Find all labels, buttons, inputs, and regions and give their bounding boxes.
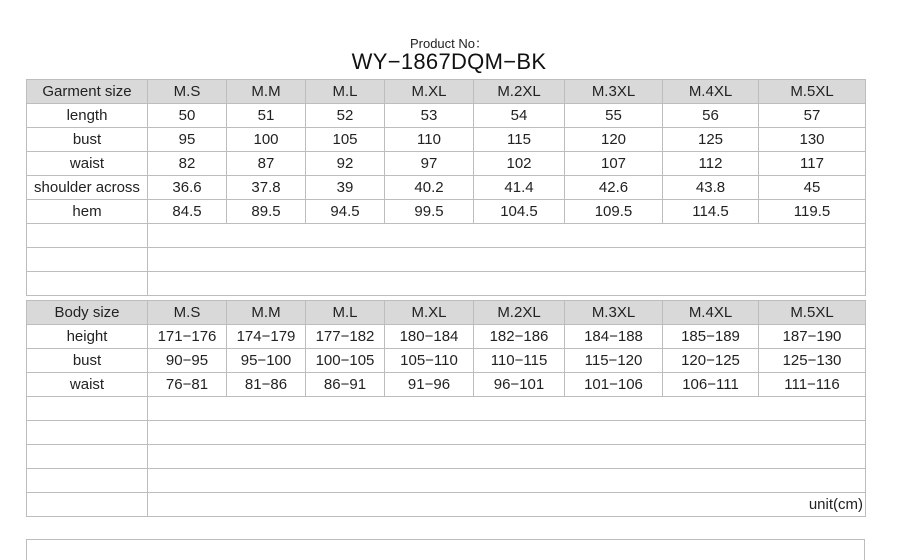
empty-span-cell (148, 421, 866, 445)
value-cell: 57 (759, 104, 866, 128)
table-row (27, 128, 866, 152)
value-cell: 95−100 (227, 349, 306, 373)
empty-span-cell (148, 397, 866, 421)
value-cell: 102 (474, 152, 565, 176)
value-cell: 119.5 (759, 200, 866, 224)
value-cell: 81−86 (227, 373, 306, 397)
empty-label-cell (27, 469, 148, 493)
row-label-cell: waist (27, 373, 148, 397)
value-cell: 86−91 (306, 373, 385, 397)
value-cell: 185−189 (663, 325, 759, 349)
value-cell: 37.8 (227, 176, 306, 200)
value-cell: 114.5 (663, 200, 759, 224)
value-cell: 120 (565, 128, 663, 152)
table-row (27, 176, 866, 200)
empty-label-cell (27, 397, 148, 421)
value-cell: 91−96 (385, 373, 474, 397)
empty-span-cell (148, 224, 866, 248)
value-cell: 36.6 (148, 176, 227, 200)
value-cell: 55 (565, 104, 663, 128)
value-cell: 92 (306, 152, 385, 176)
header-size-cell: M.M (227, 80, 306, 104)
value-cell: 82 (148, 152, 227, 176)
value-cell: 50 (148, 104, 227, 128)
bottom-box (26, 539, 865, 560)
value-cell: 174−179 (227, 325, 306, 349)
value-cell: 120−125 (663, 349, 759, 373)
row-label-cell: waist (27, 152, 148, 176)
header-size-cell: M.4XL (663, 301, 759, 325)
empty-label-cell (27, 445, 148, 469)
empty-row (27, 469, 866, 493)
value-cell: 184−188 (565, 325, 663, 349)
header-size-cell: M.4XL (663, 80, 759, 104)
value-cell: 107 (565, 152, 663, 176)
header-size-cell: M.L (306, 80, 385, 104)
value-cell: 171−176 (148, 325, 227, 349)
value-cell: 105 (306, 128, 385, 152)
value-cell: 42.6 (565, 176, 663, 200)
row-label-cell: hem (27, 200, 148, 224)
row-label-cell: bust (27, 349, 148, 373)
value-cell: 53 (385, 104, 474, 128)
value-cell: 115−120 (565, 349, 663, 373)
value-cell: 52 (306, 104, 385, 128)
product-number: WY−1867DQM−BK (351, 49, 547, 74)
table-row (27, 152, 866, 176)
value-cell: 111−116 (759, 373, 866, 397)
header-label-cell: Body size (27, 301, 148, 325)
value-cell: 117 (759, 152, 866, 176)
value-cell: 96−101 (474, 373, 565, 397)
header-size-cell: M.3XL (565, 301, 663, 325)
header-size-cell: M.XL (385, 80, 474, 104)
empty-label-cell (27, 224, 148, 248)
value-cell: 130 (759, 128, 866, 152)
empty-label-cell (27, 248, 148, 272)
table-header-row (27, 80, 866, 104)
value-cell: 125 (663, 128, 759, 152)
empty-row (27, 445, 866, 469)
header-size-cell: M.L (306, 301, 385, 325)
empty-row (27, 493, 866, 517)
row-label-cell: bust (27, 128, 148, 152)
empty-label-cell (27, 421, 148, 445)
table-row (27, 325, 866, 349)
table-row (27, 373, 866, 397)
value-cell: 41.4 (474, 176, 565, 200)
value-cell: 125−130 (759, 349, 866, 373)
empty-label-cell (27, 272, 148, 296)
empty-row (27, 421, 866, 445)
value-cell: 89.5 (227, 200, 306, 224)
empty-span-cell (148, 445, 866, 469)
value-cell: 182−186 (474, 325, 565, 349)
value-cell: 115 (474, 128, 565, 152)
garment-size-table (26, 79, 866, 296)
value-cell: 101−106 (565, 373, 663, 397)
empty-row (27, 224, 866, 248)
value-cell: 94.5 (306, 200, 385, 224)
header-size-cell: M.5XL (759, 301, 866, 325)
value-cell: 54 (474, 104, 565, 128)
header-label-cell: Garment size (27, 80, 148, 104)
value-cell: 39 (306, 176, 385, 200)
empty-span-cell (148, 493, 866, 517)
empty-row (27, 397, 866, 421)
value-cell: 104.5 (474, 200, 565, 224)
value-cell: 100−105 (306, 349, 385, 373)
table-header-row (27, 301, 866, 325)
row-label-cell: shoulder across (27, 176, 148, 200)
header-size-cell: M.5XL (759, 80, 866, 104)
empty-span-cell (148, 272, 866, 296)
value-cell: 87 (227, 152, 306, 176)
value-cell: 105−110 (385, 349, 474, 373)
row-label-cell: length (27, 104, 148, 128)
header-size-cell: M.M (227, 301, 306, 325)
row-label-cell: height (27, 325, 148, 349)
table-row (27, 104, 866, 128)
value-cell: 56 (663, 104, 759, 128)
header-size-cell: M.2XL (474, 301, 565, 325)
value-cell: 43.8 (663, 176, 759, 200)
value-cell: 177−182 (306, 325, 385, 349)
header-size-cell: M.S (148, 80, 227, 104)
value-cell: 187−190 (759, 325, 866, 349)
table-row (27, 200, 866, 224)
header-size-cell: M.2XL (474, 80, 565, 104)
value-cell: 112 (663, 152, 759, 176)
empty-row (27, 272, 866, 296)
value-cell: 40.2 (385, 176, 474, 200)
header-size-cell: M.XL (385, 301, 474, 325)
empty-label-cell (27, 493, 148, 517)
empty-row (27, 248, 866, 272)
value-cell: 99.5 (385, 200, 474, 224)
value-cell: 109.5 (565, 200, 663, 224)
value-cell: 110 (385, 128, 474, 152)
value-cell: 100 (227, 128, 306, 152)
value-cell: 110−115 (474, 349, 565, 373)
header-size-cell: M.3XL (565, 80, 663, 104)
value-cell: 84.5 (148, 200, 227, 224)
value-cell: 97 (385, 152, 474, 176)
value-cell: 51 (227, 104, 306, 128)
value-cell: 180−184 (385, 325, 474, 349)
empty-span-cell (148, 248, 866, 272)
body-size-table (26, 300, 866, 517)
header-size-cell: M.S (148, 301, 227, 325)
value-cell: 76−81 (148, 373, 227, 397)
unit-label: unit(cm) (808, 496, 863, 513)
product-number-label: Product No： (409, 36, 489, 51)
value-cell: 106−111 (663, 373, 759, 397)
value-cell: 90−95 (148, 349, 227, 373)
empty-span-cell (148, 469, 866, 493)
table-row (27, 349, 866, 373)
value-cell: 95 (148, 128, 227, 152)
value-cell: 45 (759, 176, 866, 200)
